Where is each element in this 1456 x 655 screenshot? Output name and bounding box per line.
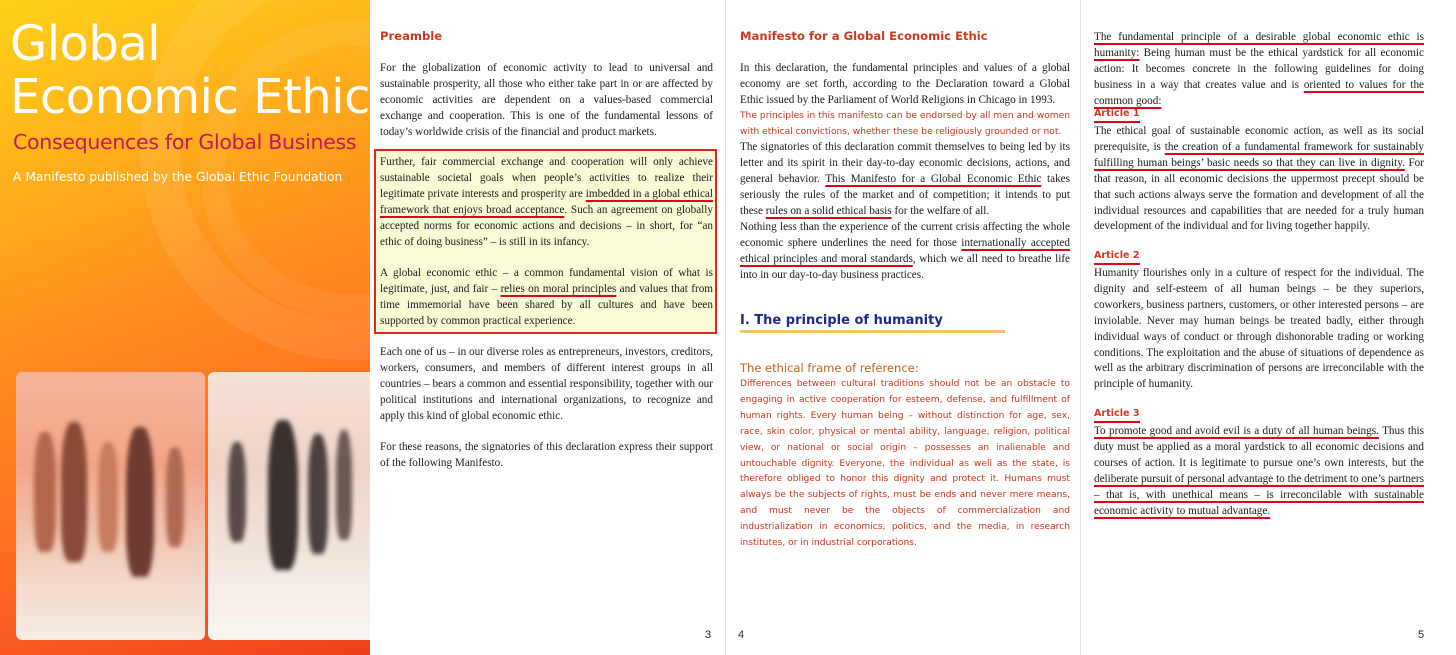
manifesto-paragraph-2: The signatories of this declaration commit themselves to being led by its letter and its spirit in their day-to-day economic decisions, actions, and general behavior. This Manifesto for a Global Economic Ethic takes seriously the rules of the market and of competition; it intends to put these rules on a solid ethical basis for the welfare of all. [740, 141, 1070, 217]
underlined-phrase: the creation of a fundamental framework for sustainably fulfilling human beings’ basic needs so that they can live in dignity. [1094, 140, 1424, 169]
underlined-phrase: relies on moral principles [500, 282, 617, 295]
page-4 [725, 0, 1079, 655]
preamble-paragraph-2: Further, fair commercial exchange and cooperation will only achieve sustainable societal goals when people’s activities to realize their legitimate private interests and prosperity are imbedded in a global ethical framework that enjoys broad acceptance. Such an agreement on globally accepted norms for economic actions and decisions – in short, for “an ethic of doing business” – is still in its infancy. [380, 156, 714, 248]
manifesto-paragraph-3: Nothing less than the experience of the current crisis affecting the whole economic sphere underlines the need for those internationally accepted ethical principles and moral standards, which we all need to breathe life into in our day-to-day business practices. [740, 221, 1071, 281]
manifesto-red-paragraph: The principles in this manifesto can be endorsed by all men and women with ethical convictions, whether these be religiously grounded or not. [740, 111, 1070, 137]
heading-accent-bar [740, 330, 1005, 333]
cover-photo-crowd-right [208, 372, 370, 640]
page-number: 5 [1418, 629, 1425, 641]
cover-title-line2: Economic Ethic [10, 69, 370, 125]
humanity-intro-paragraph: The fundamental principle of a desirable global economic ethic is humanity: Being human must be the ethical yardstick for all economic action: It becomes concrete in the following guidelines for doing business in a way that creates value and is oriented to values for the common good: [1094, 31, 1425, 107]
cover-photo-crowd-left [16, 372, 205, 640]
manifesto-paragraph-1: In this declaration, the fundamental principles and values of a global economy are set forth, according to the Declaration toward a Global Ethic issued by the Parliament of World Religions in Chicago in 1993. [740, 62, 1070, 106]
article-1-label: Article 1 [1094, 108, 1140, 123]
cover-title [10, 18, 370, 124]
underlined-phrase: imbedded in a global ethical framework that enjoys broad acceptance [380, 187, 714, 216]
page-number: 4 [738, 629, 745, 641]
article-2-label: Article 2 [1094, 250, 1140, 265]
page-5 [1080, 0, 1456, 655]
preamble-paragraph-1: For the globalization of economic activity to lead to universal and sustainable prosperity, all those who either take part in or are affected by economic activities are dependent on a values-based commercial exchange and cooperation. This is one of the fundamental lessons of today’s worldwide crisis of the financial and product markets. [380, 62, 713, 138]
ethical-frame-label: The ethical frame of reference: [740, 361, 919, 375]
cover-subtitle: Consequences for Global Business [13, 130, 357, 154]
page-3 [370, 0, 724, 655]
manifesto-heading: Manifesto for a Global Economic Ethic [740, 29, 988, 43]
underlined-phrase: deliberate pursuit of personal advantage to the detriment to one’s partners – that is, with unethical means – is irreconcilable with sustainable economic activity to mutual advantage. [1094, 472, 1424, 517]
underlined-phrase: oriented to values for the common good: [1094, 78, 1425, 107]
underlined-phrase: rules on a solid ethical basis [765, 204, 892, 217]
cover-page [0, 0, 370, 655]
article-3-text: To promote good and avoid evil is a duty of all human beings. Thus this duty must be applied as a moral yardstick to all economic decisions and courses of action. It is legitimate to pursue one’s own interests, but the deliberate pursuit of personal advantage to the detriment to one’s partners – that is, with unethical means – is irreconcilable with sustainable economic activity to mutual advantage. [1094, 425, 1424, 517]
underlined-phrase: To promote good and avoid evil is a duty of all human beings. [1094, 425, 1379, 437]
preamble-heading: Preamble [380, 29, 443, 43]
cover-tagline: A Manifesto published by the Global Ethic Foundation [13, 170, 343, 184]
preamble-paragraph-5: For these reasons, the signatories of this declaration express their support of the following Manifesto. [380, 441, 713, 469]
page-number: 3 [705, 629, 712, 641]
article-1-text: The ethical goal of sustainable economic action, as well as its social prerequisite, is the creation of a fundamental framework for sustainably fulfilling human beings’ basic needs so that they can live in dignity. For that reason, in all economic decisions the uppermost precept should be that such actions always serve the formation and development of all the individual resources and capabilities that are needed for a truly human development of the individual and for living together happily. [1094, 125, 1424, 233]
preamble-paragraph-4: Each one of us – in our diverse roles as entrepreneurs, investors, creditors, workers, consumers, and members of different interest groups in all countries – bears a common and essential responsibility, together with our political institutions and international organizations, to recognize and apply this kind of global economic ethic. [380, 346, 713, 422]
underlined-phrase: The fundamental principle of a desirable global economic ethic is humanity: [1094, 31, 1424, 59]
underlined-phrase: internationally accepted ethical principles and moral standards [740, 236, 1070, 265]
ethical-frame-text: Differences between cultural traditions should not be an obstacle to engaging in active cooperation for esteem, defense, and fulfillment of human rights. Every human being – without distinction for age, sex, race, skin color, physical or mental ability, language, religion, political view, or national or social origin – possesses an inalienable and untouchable dignity. Everyone, the individual as well as the state, is therefore obliged to honor this dignity and protect it. Humans must always be the subjects of rights, must be ends and never mere means, and must never be the objects of commercialization and industrialization in economics, politics, and the media, in research institutes, or in industrial corporations. [740, 379, 1070, 549]
preamble-paragraph-3: A global economic ethic – a common fundamental vision of what is legitimate, just, and fair – relies on moral principles and values that from time immemorial have been shared by all cultures and have been supported by common practical experience. [380, 267, 713, 327]
cover-title-line1: Global [10, 16, 161, 72]
article-3-label: Article 3 [1094, 408, 1140, 423]
principle-of-humanity-heading: I. The principle of humanity [740, 313, 943, 328]
article-2-text: Humanity flourishes only in a culture of respect for the individual. The dignity and self-esteem of all human beings – be they superiors, coworkers, business partners, customers, or other interested persons – are inviolable. Never may human beings be treated badly, either through individual ways of conduct or through dishonorable trading or working conditions. The exploitation and the abuse of situations of dependence as well as the arbitrary discrimination of persons are irreconcilable with the principle of humanity. [1094, 267, 1424, 391]
underlined-phrase: This Manifesto for a Global Economic Ethic [825, 172, 1042, 185]
